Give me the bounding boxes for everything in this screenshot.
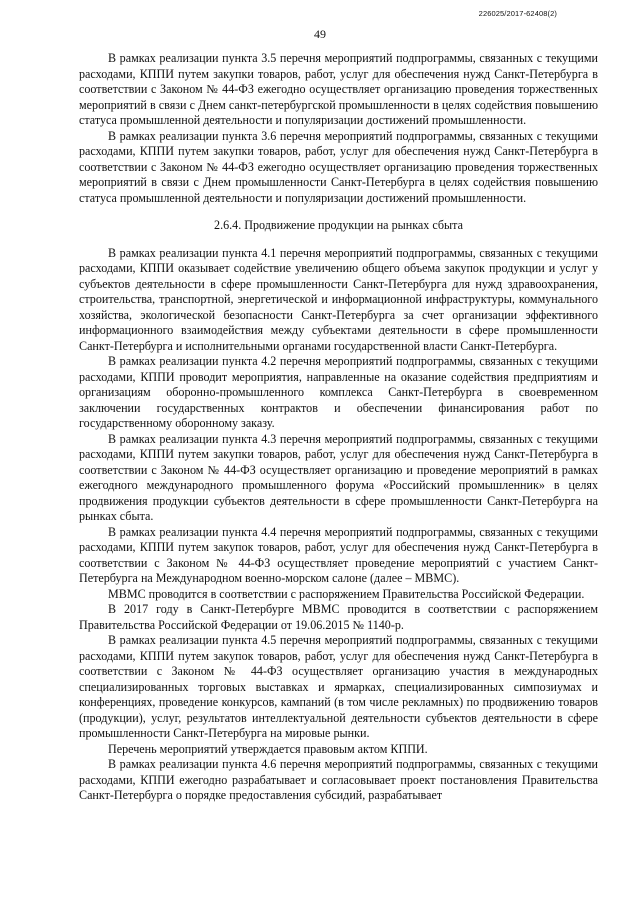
- paragraph-3-6: В рамках реализации пункта 3.6 перечня мероприятий подпрограммы, связанных с текущими расходами, КППИ путем закупки товаров, работ, услуг для обеспечения нужд Санкт-Петербурга в соответствии с Законом № 44-ФЗ ежегодно осуществляет организацию проведения торжественных мероприятий в связи с Днем промышленности Санкт-Петербурга в целях содействия повышению статуса промышленной деятельности и популяризации достижений промышленности.: [79, 128, 598, 205]
- paragraph-list-approval: Перечень мероприятий утверждается правовым актом КППИ.: [108, 741, 428, 756]
- paragraph-3-5: В рамках реализации пункта 3.5 перечня мероприятий подпрограммы, связанных с текущими расходами, КППИ путем закупки товаров, работ, услуг для обеспечения нужд Санкт-Петербурга в соответствии с Законом № 44-ФЗ ежегодно осуществляет организацию проведения торжественных мероприятий в связи с Днем санкт-петербургской промышленности в целях содействия повышению статуса промышленной деятельности и популяризации достижений промышленности.: [79, 51, 598, 127]
- paragraph-mvms: МВМС проводится в соответствии с распоряжением Правительства Российской Федерации.: [108, 586, 585, 601]
- paragraph-2017: В 2017 году в Санкт-Петербурге МВМС проводится в соответствии с распоряжением Правительства Российской Федерации от 19.06.2015 № 1140-р.: [79, 602, 598, 632]
- document-registration-number: 226025/2017-62408(2): [478, 9, 557, 18]
- paragraph-4-3: В рамках реализации пункта 4.3 перечня мероприятий подпрограммы, связанных с текущими расходами, КППИ путем закупки товаров, работ, услуг для обеспечения нужд Санкт-Петербурга в соответствии с Законом № 44-ФЗ осуществляет организацию и проведение мероприятий в рамках ежегодного международного промышленного форума «Российский промышленник» в целях продвижения продукции субъектов деятельности в сфере промышленности Санкт-Петербурга на рынках сбыта.: [79, 431, 598, 523]
- paragraph-4-5: В рамках реализации пункта 4.5 перечня мероприятий подпрограммы, связанных с текущими расходами, КППИ путем закупок товаров, работ, услуг для обеспечения нужд Санкт-Петербурга в соответствии с Законом № 44-ФЗ осуществляет организацию участия в международных специализированных торговых выставках и ярмарках, специализированных симпозиумах и конференциях, проведение конкурсов, кампаний (в том числе рекламных) по продвижению товаров (продукции), услуг, результатов интеллектуальной деятельности субъектов деятельности в сфере промышленности Санкт-Петербурга на мировые рынки.: [79, 633, 598, 740]
- paragraph-4-4: В рамках реализации пункта 4.4 перечня мероприятий подпрограммы, связанных с текущими расходами, КППИ путем закупок товаров, работ, услуг для обеспечения нужд Санкт-Петербурга в соответствии с Законом № 44-ФЗ осуществляет проведение мероприятий с участием Санкт-Петербурга на Международном военно-морском салоне (далее – МВМС).: [79, 524, 598, 585]
- paragraph-4-6: В рамках реализации пункта 4.6 перечня мероприятий подпрограммы, связанных с текущими расходами, КППИ ежегодно разрабатывает и согласовывает проект постановления Правительства Санкт-Петербурга о порядке предоставления субсидий, разрабатывает: [79, 757, 598, 802]
- section-heading: 2.6.4. Продвижение продукции на рынках сбыта: [214, 218, 463, 232]
- paragraph-4-2: В рамках реализации пункта 4.2 перечня мероприятий подпрограммы, связанных с текущими расходами, КППИ проводит мероприятия, направленные на оказание содействия предприятиям и организациям оборонно-промышленного комплекса Санкт-Петербурга в своевременном заключении государственных контрактов и обеспечении финансирования работ по государственному оборонному заказу.: [79, 354, 598, 430]
- document-body: [79, 51, 598, 804]
- page-number: 49: [314, 27, 326, 41]
- paragraph-4-1: В рамках реализации пункта 4.1 перечня мероприятий подпрограммы, связанных с текущими расходами, КППИ оказывает содействие увеличению общего объема закупок продукции и услуг у субъектов деятельности в сфере промышленности Санкт-Петербурга для нужд здравоохранения, строительства, транспортной, энергетической и информационной инфраструктуры, коммунального хозяйства, экологической безопасности Санкт-Петербурга за счет организации эффективного информационного взаимодействия между субъектами деятельности в сфере промышленности Санкт-Петербурга и исполнительными органами государственной власти Санкт-Петербурга.: [79, 245, 598, 353]
